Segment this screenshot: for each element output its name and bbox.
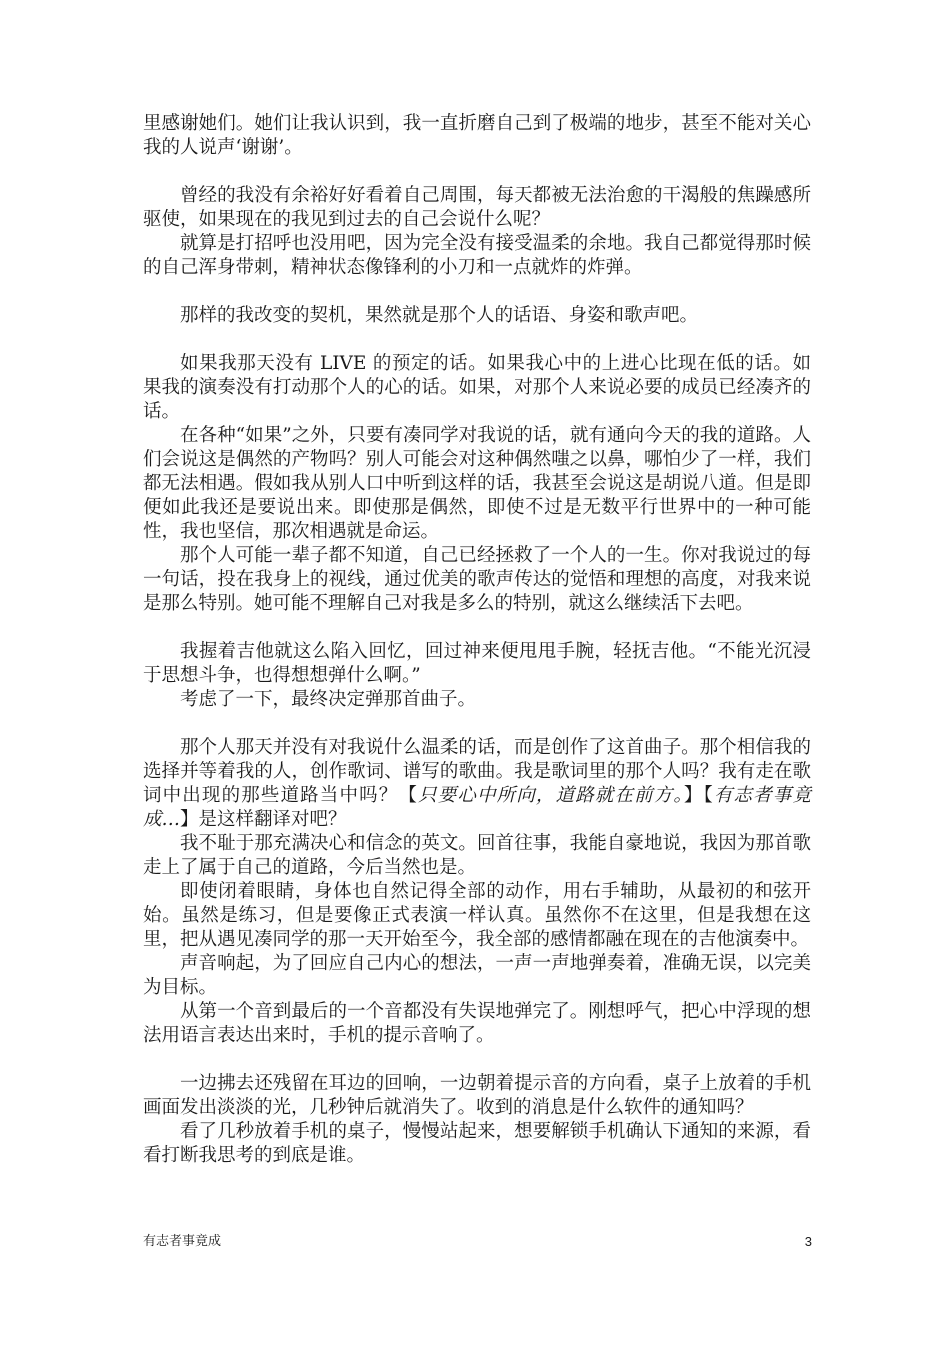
paragraph-gap	[143, 616, 811, 640]
paragraph-10-text-before: 那个人那天并没有对我说什么温柔的话，而是创作了这首曲子。那个相信我的选择并等着我的人，创作歌词、谱写的歌曲。我是歌词里的那个人吗？我有走在歌词中出现的那些道路当中吗？【	[143, 737, 811, 806]
page-number: 3	[804, 1234, 812, 1249]
paragraph-3: 就算是打招呼也没用吧，因为完全没有接受温柔的余地。我自己都觉得那时候的自己浑身带刺，精神状态像锋利的小刀和一点就炸的炸弹。	[143, 233, 811, 278]
paragraph-12: 即使闭着眼睛，身体也自然记得全部的动作，用右手辅助，从最初的和弦开始。虽然是练习，但是要像正式表演一样认真。虽然你不在这里，但是我想在这里，把从遇见凑同学的那一天开始至今，我全部的感情都融在现在的吉他演奏中。	[143, 881, 811, 950]
paragraph-gap	[143, 280, 811, 304]
paragraph-gap	[143, 328, 811, 352]
paragraph-gap	[143, 1048, 811, 1072]
paragraph-2: 曾经的我没有余裕好好看着自己周围，每天都被无法治愈的干渴般的焦躁感所驱使，如果现在的我见到过去的自己会说什么呢？	[143, 185, 811, 230]
paragraph-10-text-after: 】是这样翻译对吧？	[180, 809, 347, 830]
lyric-quote-2: 有志者事竟成…	[143, 785, 811, 830]
paragraph-gap	[143, 160, 811, 184]
paragraph-gap	[143, 712, 811, 736]
paragraph-8: 我握着吉他就这么陷入回忆，回过神来便甩甩手腕，轻抚吉他。“不能光沉浸于思想斗争，也得想想弹什么啊。”	[143, 641, 811, 686]
paragraph-5: 如果我那天没有 LIVE 的预定的话。如果我心中的上进心比现在低的话。如果我的演奏没有打动那个人的心的话。如果，对那个人来说必要的成员已经凑齐的话。	[143, 353, 811, 422]
paragraph-9: 考虑了一下，最终决定弹那首曲子。	[180, 689, 477, 710]
body-text	[143, 112, 811, 1168]
paragraph-10	[143, 736, 811, 832]
paragraph-10-bracket-mid: 】【	[683, 785, 714, 806]
paragraph-16: 看了几秒放着手机的桌子，慢慢站起来，想要解锁手机确认下通知的来源，看看打断我思考的到底是谁。	[143, 1121, 811, 1166]
paragraph-15: 一边拂去还残留在耳边的回响，一边朝着提示音的方向看，桌子上放着的手机画面发出淡淡的光，几秒钟后就消失了。收到的消息是什么软件的通知吗？	[143, 1073, 811, 1118]
paragraph-13: 声音响起，为了回应自己内心的想法，一声一声地弹奏着，准确无误，以完美为目标。	[143, 953, 811, 998]
paragraph-14: 从第一个音到最后的一个音都没有失误地弹完了。刚想呼气，把心中浮现的想法用语言表达出来时，手机的提示音响了。	[143, 1001, 811, 1046]
paragraph-6: 在各种“如果”之外，只要有凑同学对我说的话，就有通向今天的我的道路。人们会说这是偶然的产物吗？别人可能会对这种偶然嗤之以鼻，哪怕少了一样，我们都无法相遇。假如我从别人口中听到这样的话，我甚至会说这是胡说八道。但是即便如此我还是要说出来。即使那是偶然，即使不过是无数平行世界中的一种可能性，我也坚信，那次相遇就是命运。	[143, 425, 811, 542]
paragraph-1: 里感谢她们。她们让我认识到，我一直折磨自己到了极端的地步，甚至不能对关心我的人说声‘谢谢’。	[143, 113, 811, 158]
paragraph-7: 那个人可能一辈子都不知道，自己已经拯救了一个人的一生。你对我说过的每一句话，投在我身上的视线，通过优美的歌声传达的觉悟和理想的高度，对我来说是那么特别。她可能不理解自己对我是多么的特别，就这么继续活下去吧。	[143, 545, 811, 614]
paragraph-11: 我不耻于那充满决心和信念的英文。回首往事，我能自豪地说，我因为那首歌走上了属于自己的道路，今后当然也是。	[143, 833, 811, 878]
footer-text: 有志者事竟成	[143, 1234, 222, 1249]
lyric-quote-1: 只要心中所向，道路就在前方。	[418, 785, 684, 806]
paragraph-4: 那样的我改变的契机，果然就是那个人的话语、身姿和歌声吧。	[180, 305, 699, 326]
